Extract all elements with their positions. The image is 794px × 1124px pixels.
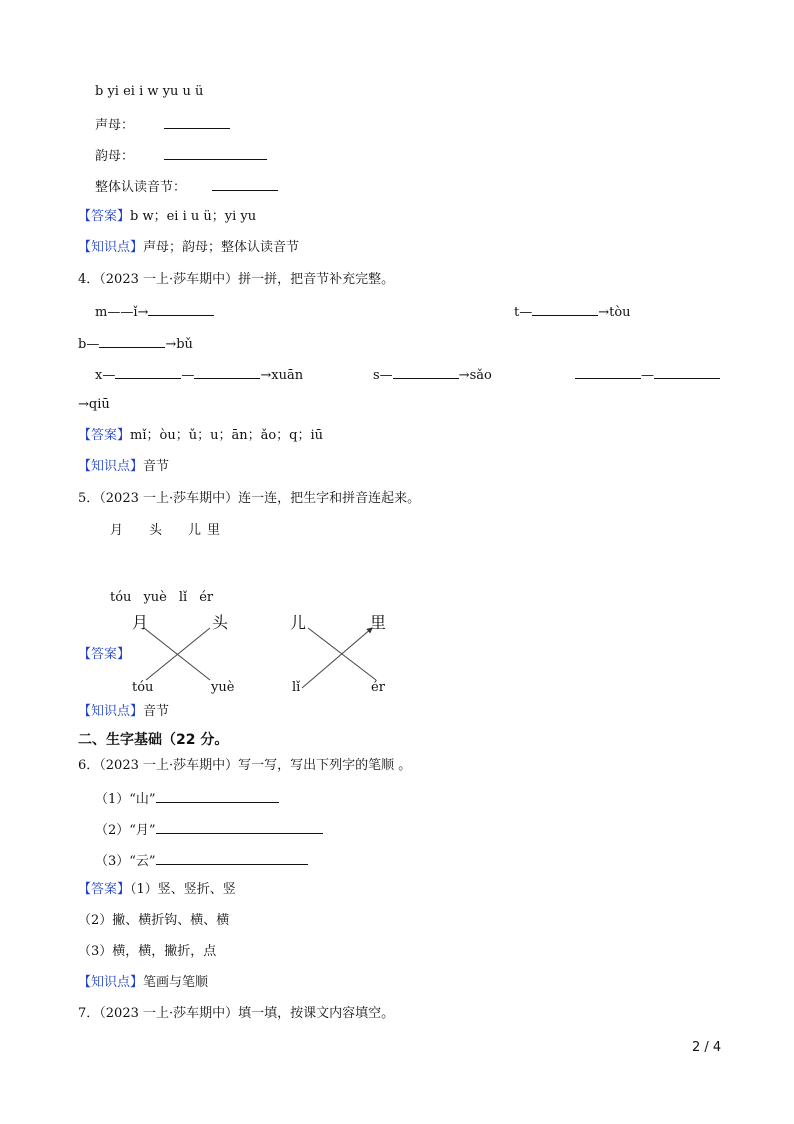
x-blank-1[interactable] xyxy=(115,365,181,379)
q3-knowledge xyxy=(78,239,299,257)
diagram-pinyin-tou: tóu xyxy=(132,680,154,695)
q3-zhengti-row xyxy=(95,177,278,197)
item-1-blank[interactable] xyxy=(156,789,279,803)
q3-letters: b yi ei i w yu u ü xyxy=(95,84,204,99)
diagram-pinyin-er: ér xyxy=(371,680,385,695)
item-3-blank[interactable] xyxy=(156,851,308,865)
zhengti-blank[interactable] xyxy=(212,177,278,191)
q4-s-row xyxy=(373,365,492,385)
q3-answer xyxy=(78,208,256,226)
zhengti-label: 整体认读音节： xyxy=(95,180,187,195)
q3-shengmu-row xyxy=(95,115,230,135)
t-blank[interactable] xyxy=(532,302,598,316)
knowledge-tag: 【知识点】 xyxy=(78,459,144,474)
knowledge-tag: 【知识点】 xyxy=(78,704,144,719)
item-label: （3）“云” xyxy=(95,854,156,869)
shengmu-blank[interactable] xyxy=(164,115,230,129)
diagram-char-tou: 头 xyxy=(212,613,229,632)
q6-item-3 xyxy=(95,851,308,871)
q6-title: 6．（2023 一上·莎车期中）写一写，写出下列字的笔顺 。 xyxy=(78,758,412,773)
q-blank-1[interactable] xyxy=(575,365,641,379)
knowledge-tag: 【知识点】 xyxy=(78,975,144,990)
q6-item-1 xyxy=(95,789,279,809)
answer-tag: 【答案】 xyxy=(78,428,131,443)
q4-t-row xyxy=(514,302,631,322)
item-2-blank[interactable] xyxy=(156,820,323,834)
q5-pinyin-top xyxy=(110,589,213,607)
shengmu-label: 声母： xyxy=(95,118,135,133)
s-blank[interactable] xyxy=(393,365,459,379)
m-prefix: m——ǐ→ xyxy=(95,305,149,320)
q4-m-row xyxy=(95,302,214,322)
q4-x-row xyxy=(95,365,303,385)
answer-tag: 【答案】 xyxy=(78,882,131,897)
q-blank-2[interactable] xyxy=(654,365,720,379)
char-tou: 头 xyxy=(149,523,163,538)
answer-text: mǐ；òu；ǔ；u；ān；ǎo；q；iū xyxy=(130,428,323,443)
t-suffix: →tòu xyxy=(598,305,631,320)
b-blank[interactable] xyxy=(99,334,165,348)
q4-qiu: →qiū xyxy=(78,397,110,412)
q4-b-row xyxy=(78,334,193,354)
char-er: 儿 xyxy=(188,523,202,538)
q5-title: 5．（2023 一上·莎车期中）连一连，把生字和拼音连起来。 xyxy=(78,491,421,506)
char-li: 里 xyxy=(207,523,221,538)
matching-diagram xyxy=(130,612,400,700)
diagram-char-yue: 月 xyxy=(132,613,149,632)
q5-knowledge xyxy=(78,703,169,721)
knowledge-tag: 【知识点】 xyxy=(78,240,144,255)
s-prefix: s— xyxy=(373,368,393,383)
q6-answer xyxy=(78,881,236,899)
answer-line-1: （1）竖、竖折、竖 xyxy=(130,882,236,897)
pinyin-tou: tóu xyxy=(110,590,132,605)
line-li-li xyxy=(302,628,372,688)
answer-tag: 【答案】 xyxy=(78,209,131,224)
x-dash: — xyxy=(181,368,195,383)
knowledge-text: 音节 xyxy=(143,459,170,474)
q6-answer-line-3: （3）横，横，撇折，点 xyxy=(78,944,217,959)
diagram-pinyin-yue: yuè xyxy=(211,680,235,695)
char-yue: 月 xyxy=(110,523,124,538)
q4-answer xyxy=(78,427,323,445)
q5-chars-top xyxy=(110,522,220,540)
b-suffix: →bǔ xyxy=(165,337,193,352)
knowledge-text: 声母；韵母；整体认读音节 xyxy=(143,240,300,255)
yunmu-label: 韵母： xyxy=(95,149,135,164)
diagram-pinyin-li: lǐ xyxy=(292,680,301,695)
diagram-char-li: 里 xyxy=(370,613,387,632)
q6-item-2 xyxy=(95,820,323,840)
x-suffix: →xuān xyxy=(260,368,304,383)
knowledge-text: 笔画与笔顺 xyxy=(143,975,209,990)
b-prefix: b— xyxy=(78,337,100,352)
q6-answer-line-2: （2）撇、横折钩、横、横 xyxy=(78,913,230,928)
q4-title: 4．（2023 一上·莎车期中）拼一拼，把音节补充完整。 xyxy=(78,272,395,287)
x-blank-2[interactable] xyxy=(194,365,260,379)
item-label: （2）“月” xyxy=(95,823,156,838)
q6-knowledge xyxy=(78,974,208,992)
q5-answer xyxy=(78,646,130,664)
matching-lines xyxy=(130,612,400,700)
m-blank[interactable] xyxy=(148,302,214,316)
section-heading: 二、生字基础（22 分。 xyxy=(78,732,229,748)
answer-text: b w；ei i u ü；yi yu xyxy=(130,209,257,224)
q7-title: 7．（2023 一上·莎车期中）填一填，按课文内容填空。 xyxy=(78,1006,395,1021)
q4-q-row xyxy=(575,365,720,385)
s-suffix: →sǎo xyxy=(458,368,492,383)
pinyin-yue: yuè xyxy=(143,590,167,605)
yunmu-blank[interactable] xyxy=(164,146,267,160)
q3-yunmu-row xyxy=(95,146,267,166)
diagram-char-er: 儿 xyxy=(290,613,307,632)
page-number: 2 / 4 xyxy=(692,1040,722,1055)
q4-knowledge xyxy=(78,458,169,476)
pinyin-li: lǐ xyxy=(178,590,188,605)
pinyin-er: ér xyxy=(199,590,214,605)
x-prefix: x— xyxy=(95,368,116,383)
item-label: （1）“山” xyxy=(95,792,156,807)
q-dash: — xyxy=(641,368,654,383)
answer-tag: 【答案】 xyxy=(78,647,131,662)
knowledge-text: 音节 xyxy=(143,704,170,719)
t-prefix: t— xyxy=(514,305,533,320)
